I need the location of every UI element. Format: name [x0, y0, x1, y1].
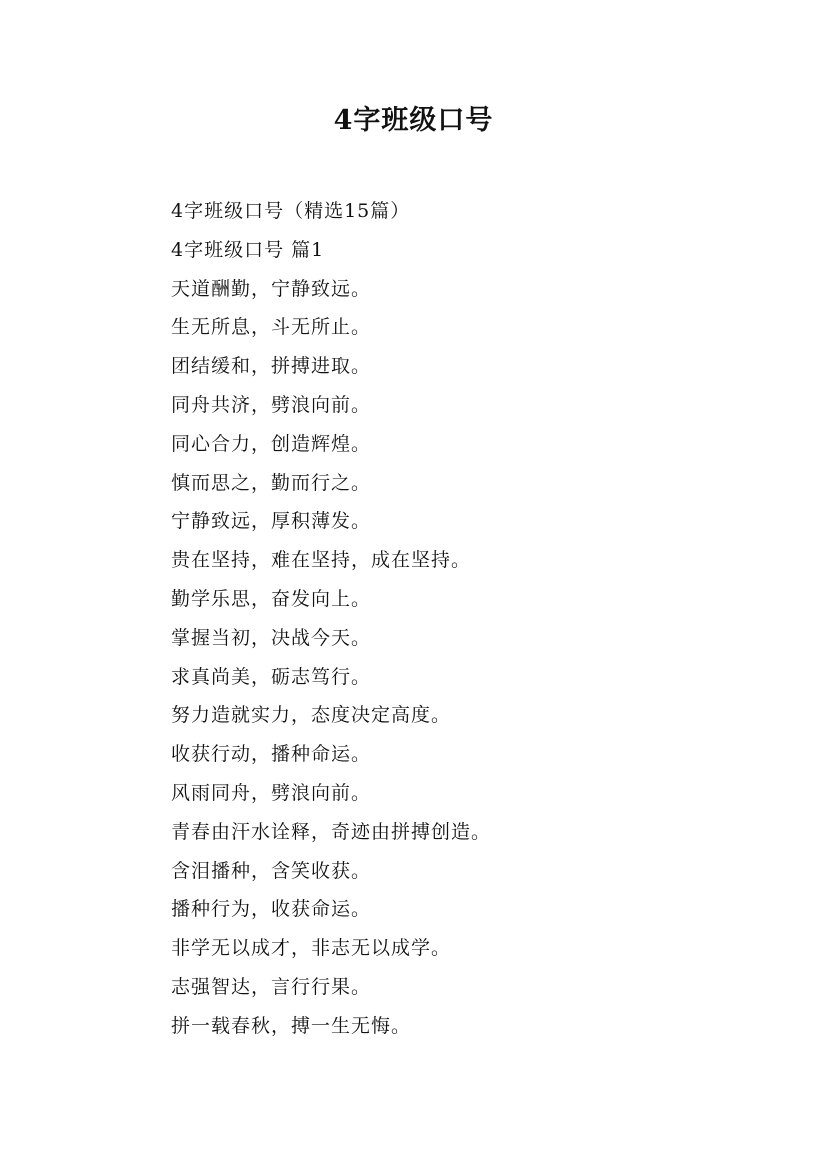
slogan-line: 团结缓和，拼搏进取。: [171, 355, 372, 378]
slogan-line: 同舟共济，劈浪向前。: [171, 393, 372, 416]
slogan-line: 求真尚美，砺志笃行。: [171, 665, 372, 688]
slogan-line: 风雨同舟，劈浪向前。: [171, 781, 372, 804]
slogan-line: 青春由汗水诠释，奇迹由拼搏创造。: [171, 820, 492, 843]
document-title: 4字班级口号: [333, 105, 494, 136]
slogan-line: 掌握当初，决战今天。: [171, 626, 372, 649]
slogan-line: 生无所息，斗无所止。: [171, 316, 372, 339]
slogan-line: 志强智达，言行行果。: [171, 975, 372, 998]
slogan-line: 勤学乐思，奋发向上。: [171, 587, 372, 610]
slogan-line: 收获行动，播种命运。: [171, 743, 372, 766]
slogan-line: 贵在坚持，难在坚持，成在坚持。: [171, 549, 472, 572]
slogan-line: 拼一载春秋，搏一生无悔。: [171, 1014, 412, 1037]
slogan-line: 非学无以成才，非志无以成学。: [171, 937, 452, 960]
slogan-line: 同心合力，创造辉煌。: [171, 432, 372, 455]
slogan-line: 宁静致远，厚积薄发。: [171, 510, 372, 533]
slogan-line: 天道酬勤，宁静致远。: [171, 277, 372, 300]
slogan-line: 含泪播种，含笑收获。: [171, 859, 372, 882]
slogan-line: 努力造就实力，态度决定高度。: [171, 704, 452, 727]
document-body: [171, 192, 691, 1046]
slogan-line: 慎而思之，勤而行之。: [171, 471, 372, 494]
document-subtitle: 4字班级口号（精选15篇）: [171, 200, 411, 222]
slogan-line: 播种行为，收获命运。: [171, 898, 372, 921]
section-heading: 4字班级口号 篇1: [171, 238, 325, 261]
